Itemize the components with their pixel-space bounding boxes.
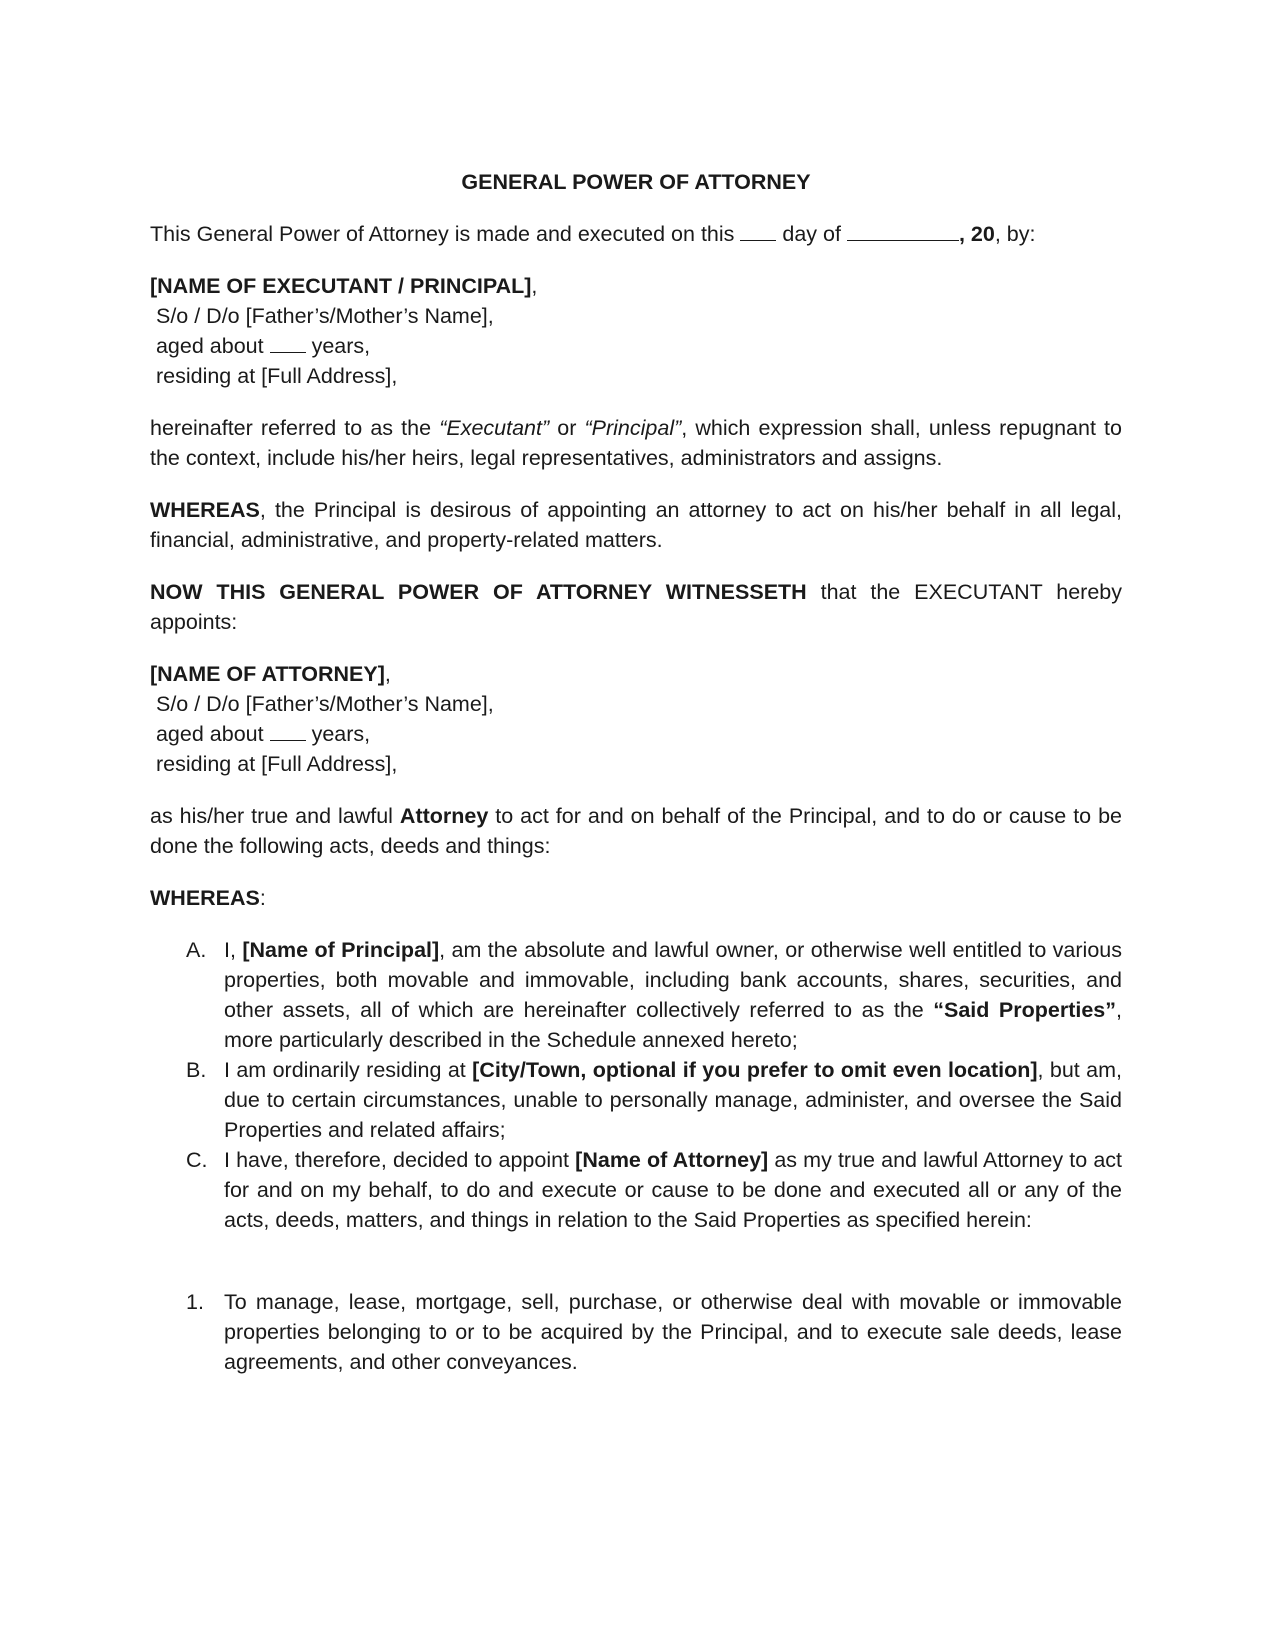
witnesseth-keyword: NOW THIS GENERAL POWER OF ATTORNEY WITNESSETH xyxy=(150,580,807,604)
list-marker: C. xyxy=(186,1148,208,1172)
recital-text: as my true and lawful Attorney to act for and on my behalf, to do and execute or cause to be done and executed all or any of the acts, deeds, matters, and things in relation to the Said Properties as specified herein: xyxy=(224,1148,1122,1232)
powers-list xyxy=(150,1287,1122,1377)
day-blank xyxy=(740,220,776,241)
whereas-paragraph xyxy=(150,495,1122,555)
whereas-heading-keyword: WHEREAS xyxy=(150,886,260,910)
power-text: To manage, lease, mortgage, sell, purchase, or otherwise deal with movable or immovable properties belonging to or to be acquired by the Principal, and to execute sale deeds, lease agreements, and other conveyances. xyxy=(224,1290,1122,1374)
hereinafter-text-2: or xyxy=(549,416,585,440)
whereas-heading-colon: : xyxy=(259,886,266,910)
list-marker: B. xyxy=(186,1058,207,1082)
attorney-relation: S/o / D/o [Father’s/Mother’s Name], xyxy=(150,692,494,716)
attorney-address: residing at [Full Address], xyxy=(150,752,398,776)
attorney-age-blank xyxy=(270,720,306,741)
principal-term: “Principal” xyxy=(584,416,682,440)
intro-text: This General Power of Attorney is made and executed on this xyxy=(150,222,735,246)
recital-text: I, xyxy=(224,938,243,962)
recitals-list xyxy=(150,935,1122,1235)
recital-text: I have, therefore, decided to appoint xyxy=(224,1148,576,1172)
recital-text: , more particularly described in the Schedule annexed hereto; xyxy=(224,998,1122,1052)
acts-text-2: to act for and on behalf of the Principal, and to do or cause to be done the following acts, deeds and things: xyxy=(150,804,1123,858)
hereinafter-text-3: , which expression shall, unless repugnant to the context, include his/her heirs, legal representatives, administrators and assigns. xyxy=(150,416,1122,470)
list-marker: 1. xyxy=(186,1290,204,1314)
document-title: GENERAL POWER OF ATTORNEY xyxy=(461,170,811,194)
hereinafter-paragraph xyxy=(150,413,1122,473)
list-spacer xyxy=(150,1235,1122,1287)
whereas-keyword: WHEREAS xyxy=(150,498,260,522)
principal-relation: S/o / D/o [Father’s/Mother’s Name], xyxy=(150,304,494,328)
acts-paragraph xyxy=(150,801,1122,861)
recital-bold: [City/Town, optional if you prefer to omit even location] xyxy=(472,1058,1038,1082)
intro-by: , by: xyxy=(994,222,1036,246)
principal-address: residing at [Full Address], xyxy=(150,364,398,388)
recital-text: , but am, due to certain circumstances, unable to personally manage, administer, and oversee the Said Properties and related affairs; xyxy=(224,1058,1122,1142)
executant-term: “Executant” xyxy=(439,416,550,440)
intro-year: , 20 xyxy=(958,222,995,246)
principal-name: [NAME OF EXECUTANT / PRINCIPAL] xyxy=(150,274,532,298)
recital-bold: “Said Properties” xyxy=(933,998,1117,1022)
hereinafter-text-1: hereinafter referred to as the xyxy=(150,416,440,440)
list-item xyxy=(150,935,1122,1055)
attorney-name-suffix: , xyxy=(384,662,391,686)
list-marker: A. xyxy=(186,938,207,962)
attorney-block xyxy=(150,659,1122,779)
principal-age-unit: years, xyxy=(311,334,371,358)
attorney-age-label: aged about xyxy=(150,722,264,746)
month-blank xyxy=(847,220,959,241)
witnesseth-paragraph xyxy=(150,577,1122,637)
principal-name-suffix: , xyxy=(531,274,538,298)
attorney-age-unit: years, xyxy=(311,722,371,746)
recital-bold: [Name of Attorney] xyxy=(575,1148,769,1172)
list-item xyxy=(150,1287,1122,1377)
document-body xyxy=(150,167,1122,1377)
intro-paragraph xyxy=(150,219,1122,249)
whereas-text: , the Principal is desirous of appointing an attorney to act on his/her behalf in all legal, financial, administrative, and property-related matters. xyxy=(150,498,1122,552)
attorney-name: [NAME OF ATTORNEY] xyxy=(150,662,385,686)
recital-text: , am the absolute and lawful owner, or otherwise well entitled to various properties, both movable and immovable, including bank accounts, shares, securities, and other assets, all of which are hereinafter collectively referred to as the xyxy=(224,938,1122,1022)
recital-text: I am ordinarily residing at xyxy=(224,1058,473,1082)
principal-age-blank xyxy=(270,332,306,353)
list-item xyxy=(150,1145,1122,1235)
list-item xyxy=(150,1055,1122,1145)
recital-bold: [Name of Principal] xyxy=(242,938,440,962)
attorney-keyword: Attorney xyxy=(399,804,489,828)
intro-day-of: day of xyxy=(782,222,841,246)
whereas-heading xyxy=(150,883,1122,913)
acts-text-1: as his/her true and lawful xyxy=(150,804,400,828)
witnesseth-text: that the EXECUTANT hereby appoints: xyxy=(150,580,1122,634)
principal-age-label: aged about xyxy=(150,334,264,358)
principal-block xyxy=(150,271,1122,391)
